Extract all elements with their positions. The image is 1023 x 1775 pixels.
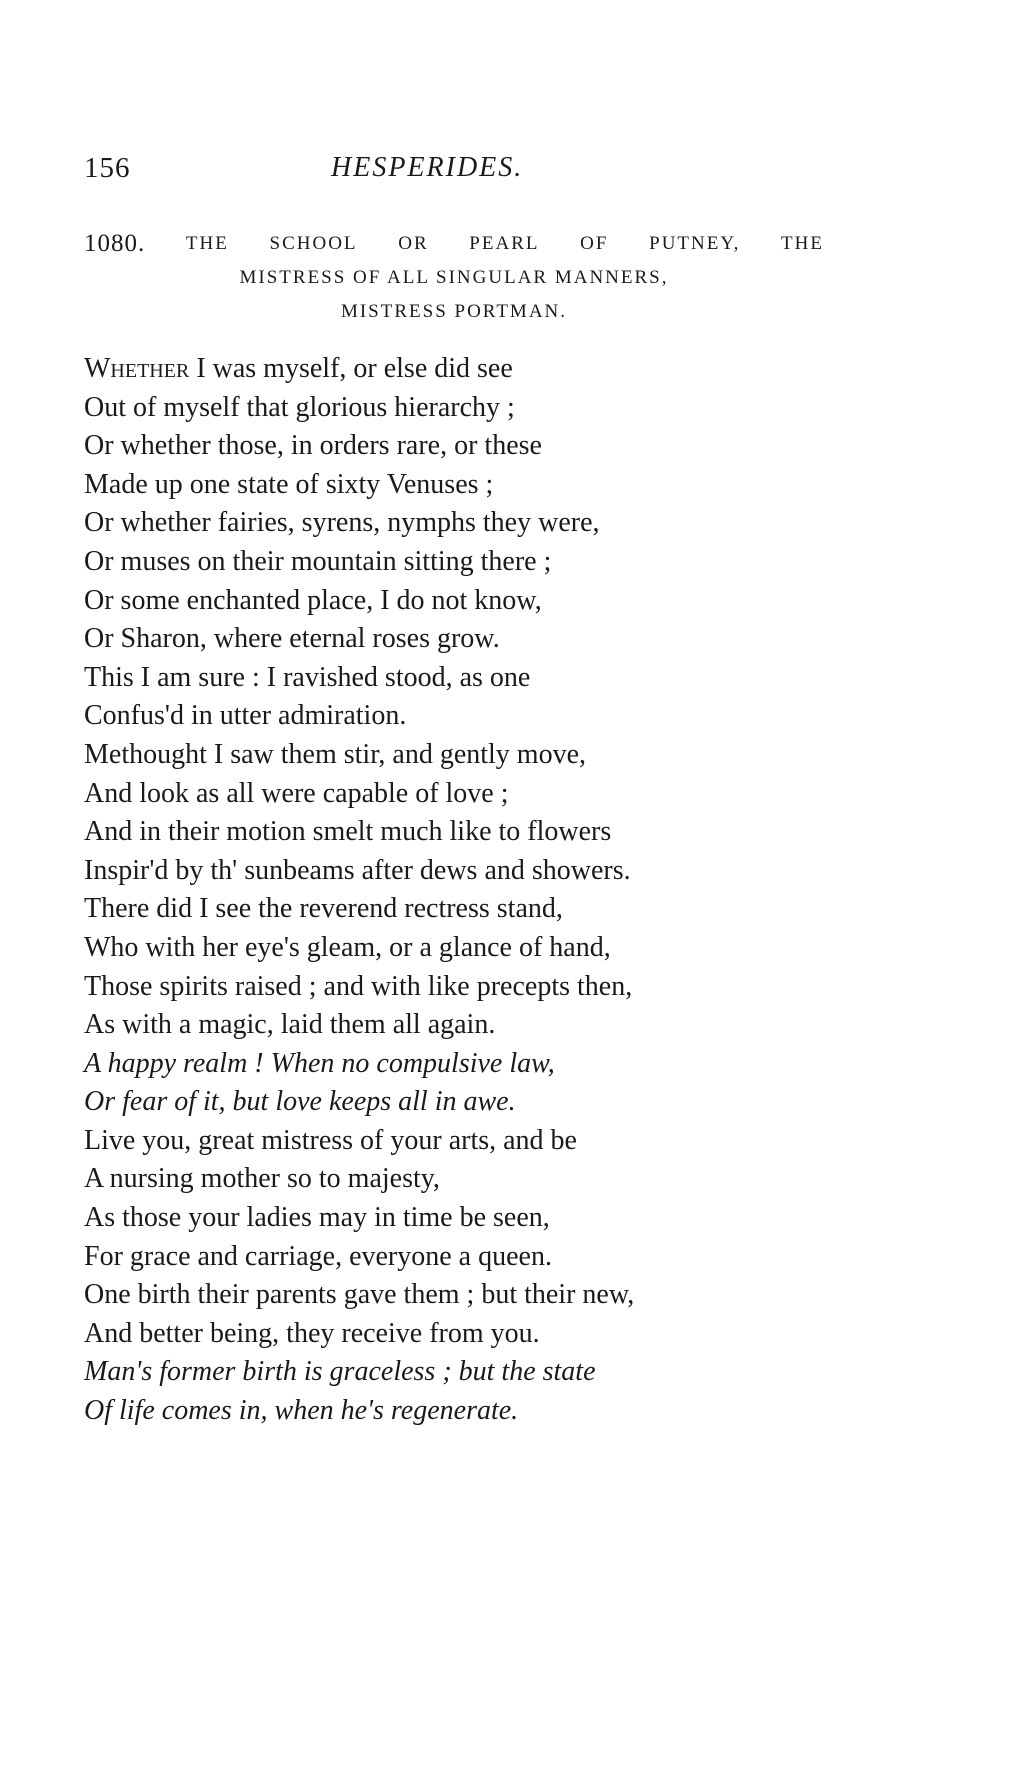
heading-line-3: MISTRESS PORTMAN. (340, 301, 568, 322)
poem-line: And in their motion smelt much like to flowers (84, 816, 612, 848)
poem-line-italic: Or fear of it, but love keeps all in awe. (84, 1086, 516, 1118)
poem-line: For grace and carriage, everyone a queen. (84, 1240, 552, 1272)
heading-word: PUTNEY, (649, 233, 741, 254)
poem-line: There did I see the reverend rectress stand, (84, 893, 563, 925)
heading-line-2: MISTRESS OF ALL SINGULAR MANNERS, (239, 267, 669, 288)
heading-word: OR (398, 233, 429, 254)
poem-line: And look as all were capable of love ; (84, 777, 509, 809)
poem-line: Or muses on their mountain sitting there ; (84, 545, 552, 577)
poem-line: As those your ladies may in time be seen, (84, 1202, 550, 1234)
heading-line-1 (84, 227, 824, 261)
heading-word: OF (580, 233, 609, 254)
poem-first-word: Whether (84, 353, 190, 384)
poem-line: Inspir'd by th' sunbeams after dews and showers. (84, 854, 631, 886)
poem-line: And better being, they receive from you. (84, 1317, 540, 1349)
poem-line-italic: Of life comes in, when he's regenerate. (84, 1395, 519, 1427)
poem-line: Or whether fairies, syrens, nymphs they were, (84, 507, 600, 539)
poem-line: This I am sure : I ravished stood, as one (84, 661, 531, 693)
poem-line: One birth their parents gave them ; but their new, (84, 1279, 635, 1311)
poem-first-line-rest: I was myself, or else did see (189, 353, 513, 384)
poem-line: Methought I saw them stir, and gently move, (84, 738, 587, 770)
poem-line: As with a magic, laid them all again. (84, 1009, 496, 1041)
running-head (84, 152, 584, 192)
poem-line: Who with her eye's gleam, or a glance of hand, (84, 931, 611, 963)
poem-line (84, 350, 934, 389)
poem-line: Or Sharon, where eternal roses grow. (84, 623, 500, 655)
poem-line: Out of myself that glorious hierarchy ; (84, 391, 515, 423)
poem-line-italic: Man's former birth is graceless ; but the state (84, 1356, 596, 1388)
heading-word: PEARL (469, 233, 540, 254)
poem-line: Confus'd in utter admiration. (84, 700, 407, 732)
poem-line-italic: A happy realm ! When no compulsive law, (84, 1047, 555, 1079)
page-number: 156 (84, 152, 131, 184)
poem-number: 1080. (84, 230, 146, 257)
heading-word: THE (185, 233, 229, 254)
poem-line: Or some enchanted place, I do not know, (84, 584, 542, 616)
poem-line: Made up one state of sixty Venuses ; (84, 468, 494, 500)
poem-line: Those spirits raised ; and with like precepts then, (84, 970, 633, 1002)
poem-line: Live you, great mistress of your arts, and be (84, 1124, 577, 1156)
poem-line: Or whether those, in orders rare, or these (84, 430, 542, 462)
running-title: HESPERIDES. (331, 152, 524, 183)
heading-word: THE (781, 233, 824, 254)
poem-heading (84, 227, 844, 329)
poem-body (84, 350, 934, 1431)
heading-word: SCHOOL (269, 233, 358, 254)
poem-line: A nursing mother so to majesty, (84, 1163, 440, 1195)
